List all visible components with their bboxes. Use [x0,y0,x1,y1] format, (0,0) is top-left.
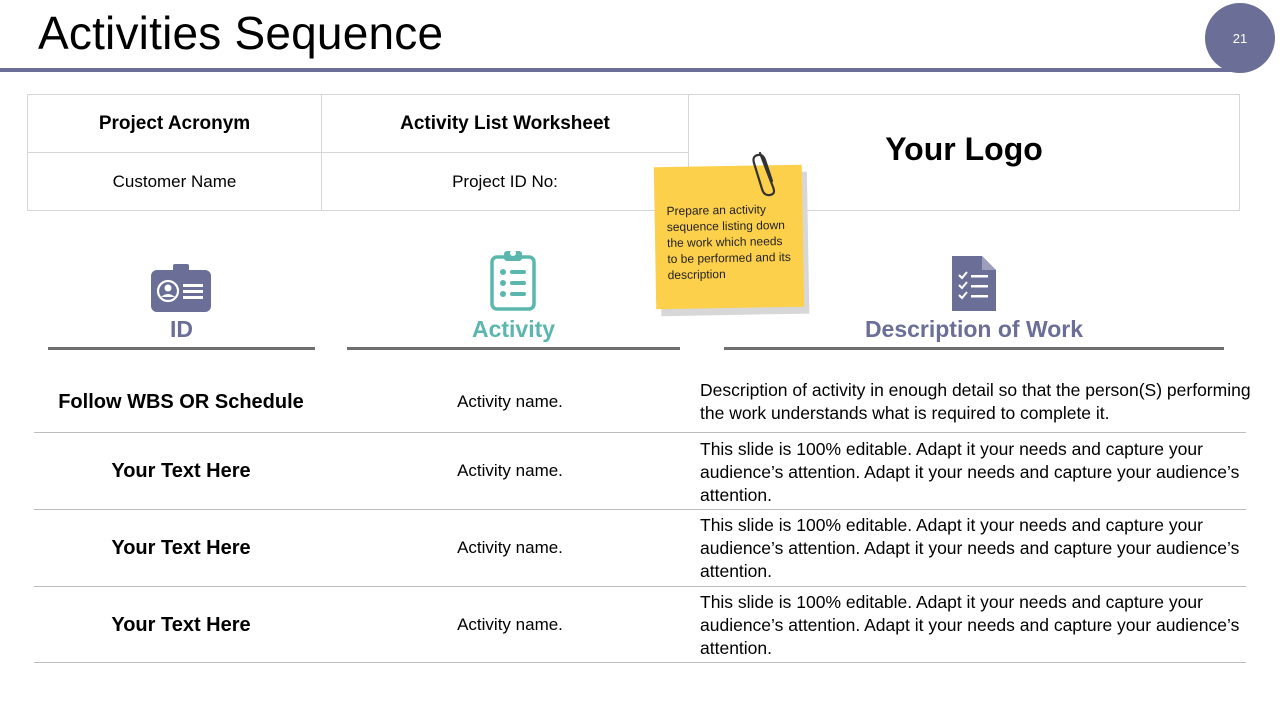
row-4-id: Your Text Here [111,614,251,636]
row-4-activity: Activity name. [457,615,563,634]
title-underline [0,68,1240,72]
customer-name-cell: Customer Name [28,153,322,211]
row-3-description: This slide is 100% editable. Adapt it your needs and capture your audience’s attention. Adapt it your needs and capture your audience’s attention. [700,515,1240,581]
project-info-table [27,94,1240,211]
column-heading-activity: Activity [471,316,556,342]
row-2-description: This slide is 100% editable. Adapt it your needs and capture your audience’s attention. Adapt it your needs and capture your audience’s attention. [700,439,1240,505]
column-rule-activity [347,347,680,350]
row-1-id: Follow WBS OR Schedule [58,391,304,413]
column-rule-description [724,347,1224,350]
page-number-badge: 21 [1205,3,1275,73]
row-4-description: This slide is 100% editable. Adapt it your needs and capture your audience’s attention. Adapt it your needs and capture your audience’s attention. [700,592,1240,658]
project-acronym-cell: Project Acronym [28,95,322,153]
column-heading-id: ID [170,316,193,342]
row-divider [34,509,1246,510]
row-2-activity: Activity name. [457,461,563,480]
row-1-activity: Activity name. [457,392,563,411]
column-rule-id [48,347,315,350]
paperclip-icon [752,147,782,197]
project-id-cell: Project ID No: [322,153,689,211]
row-divider [34,662,1246,663]
row-divider [34,432,1246,433]
row-3-activity: Activity name. [457,538,563,557]
sticky-note-text: Prepare an activity sequence listing down the work which needs to be performed and its description [666,202,791,283]
id-card-icon [151,264,211,312]
row-3-id: Your Text Here [111,537,251,559]
row-1-description: Description of activity in enough detail so that the person(S) performing the work understands what is required to complete it. [700,380,1251,423]
activity-list-worksheet-cell: Activity List Worksheet [322,95,689,153]
clipboard-icon [490,249,536,311]
row-divider [34,586,1246,587]
page-title: Activities Sequence [38,7,444,59]
column-heading-description: Description of Work [864,316,1084,342]
row-2-id: Your Text Here [111,460,251,482]
logo-text: Your Logo [885,131,1043,167]
checklist-document-icon [952,256,996,311]
